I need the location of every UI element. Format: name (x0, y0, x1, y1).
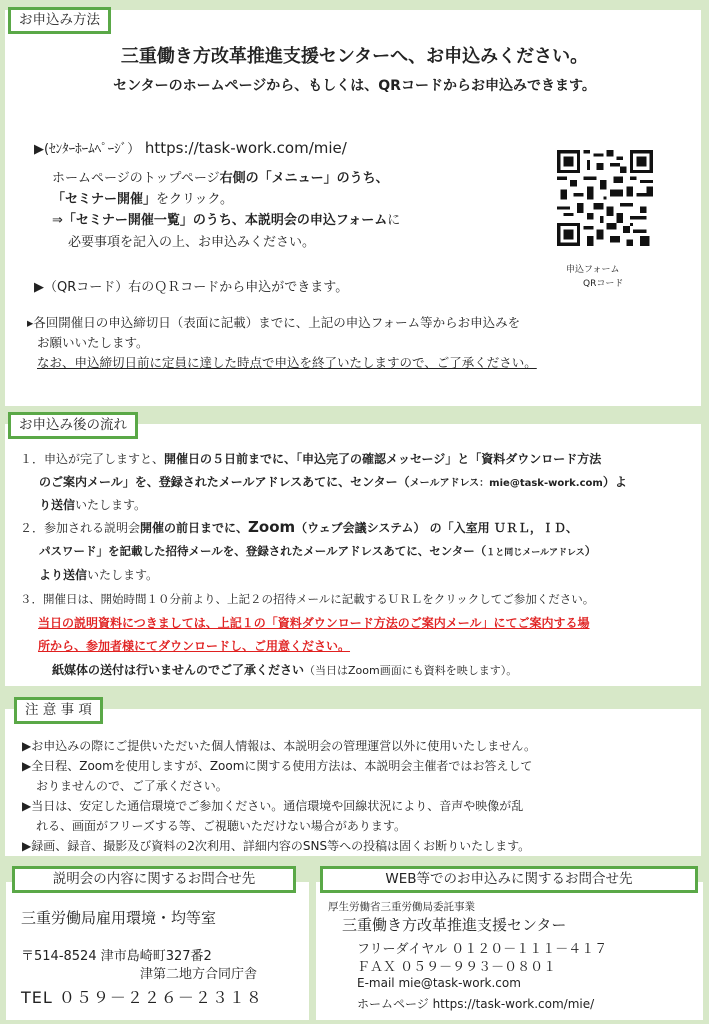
step2-bold: 「セミナー開催」 (52, 192, 157, 207)
deadline-note-2: お願いいたします。 (37, 335, 149, 350)
note-line-6: ▶録画、録音、撮影及び資料の2次利用、詳細内容のSNS等への投稿は固くお断りいたします。 (22, 839, 531, 853)
flow2-e: パスワード」を記載した招待メールを、登録されたメールアドレスあてに、センター（ (39, 544, 487, 558)
flow2-i: いたします。 (87, 568, 159, 582)
homepage-line (34, 138, 347, 157)
flow2-h: より送信 (39, 568, 88, 582)
qr-code-icon[interactable] (556, 150, 654, 246)
deadline-note-1: ▸各回開催日の申込締切日（表面に記載）までに、上記の申込フォーム等からお申込みを (27, 315, 521, 330)
note-line-5: れる、画面がフリーズする等、ご視聴いただけない場合があります。 (36, 819, 406, 833)
qr-caption-1: 申込フォーム (566, 265, 620, 275)
contact-left-tel[interactable]: TEL ０５９－２２６－２３１８ (21, 988, 263, 1007)
heading-sub: センターのホームページから、もしくは、QRコードからお申込みできます。 (113, 78, 596, 94)
step3-bold: 「セミナー開催一覧」のうち、本説明会の申込フォーム (62, 213, 388, 228)
note-line-1: ▶お申込みの際にご提供いただいた個人情報は、本説明会の管理運営以外に使用いたしません。 (22, 739, 536, 753)
paper-note (52, 661, 517, 678)
step3-text: に (387, 213, 401, 228)
step1-text: ホームページのトップページ (52, 171, 220, 186)
step-line-2 (52, 188, 233, 207)
flow1-f: り送信 (39, 498, 76, 512)
flow-item-2-line-1 (20, 518, 578, 536)
homepage-url[interactable]: https://task-work.com/mie/ (144, 139, 347, 157)
flow-item-1-line-3 (39, 496, 146, 513)
flow-item-2-line-2 (39, 543, 596, 559)
flow1-b: 開催日の５日前までに、「申込完了の確認メッセージ」と「資料ダウンロード方法 (164, 452, 602, 466)
step1-bold: 右側の「メニュー」のうち、 (219, 171, 389, 186)
contact-right-fax: ＦＡＸ ０５９－９９３－０８０１ (357, 960, 557, 975)
contact-right-email[interactable]: E-mail mie@task-work.com (357, 976, 521, 990)
contact-right-freedial[interactable]: フリーダイヤル ０１２０－１１１－４１７ (357, 942, 608, 957)
flow-item-1-line-1 (20, 450, 601, 467)
alert-line-1: 当日の説明資料につきましては、上記１の「資料ダウンロード方法のご案内メール」にてご案内する場 (38, 616, 590, 630)
flow1-c: のご案内メール」を、登録されたメールアドレスあてに、センター（ (39, 475, 410, 489)
note-line-3: おりませんので、ご了承ください。 (36, 779, 228, 793)
flow2-b: 開催の前日までに、 (140, 521, 249, 535)
flow-item-1-line-2 (39, 473, 627, 490)
section-tag-notes: 注 意 事 項 (14, 697, 103, 724)
center-email: メールアドレス：mie@task-work.com (409, 478, 603, 489)
flow1-a: １．申込が完了しますと、 (20, 452, 165, 466)
contact-right-org: 三重働き方改革推進支援センター (342, 916, 567, 934)
paper-note-bold: 紙媒体の送付は行いませんのでご了承ください (52, 663, 305, 677)
flow2-f: １と同じメールアドレス (486, 548, 585, 558)
contact-right-homepage[interactable]: ホームページ https://task-work.com/mie/ (357, 997, 595, 1011)
flow2-d: （ウェブ会議システム） の「入室用 ＵＲＬ，ＩＤ、 (295, 521, 578, 535)
contact-left-address-1: 〒514-8524 津市島崎町327番2 (21, 949, 212, 964)
qr-instruction: ▶（QRコード）右のＱＲコードから申込ができます。 (34, 280, 349, 295)
note-line-2: ▶全日程、Zoomを使用しますが、Zoomに関する使用方法は、本説明会主催者ではお答えして (22, 759, 533, 773)
note-line-4: ▶当日は、安定した通信環境でご参加ください。通信環境や回線状況により、音声や映像が乱 (22, 799, 524, 813)
flow1-e: ）よ (602, 475, 627, 489)
heading-main: 三重働き方改革推進支援センターへ、お申込みください。 (120, 46, 589, 67)
step-line-3 (52, 209, 400, 228)
step-line-1 (52, 167, 389, 186)
flow-item-2-line-3 (39, 566, 158, 583)
paper-note-text: （当日はZoom画面にも資料を映します）。 (304, 664, 518, 677)
step2-text: をクリック。 (156, 192, 233, 207)
flow1-g: いたします。 (75, 498, 147, 512)
section-tag-flow: お申込み後の流れ (8, 412, 138, 439)
contact-left-org: 三重労働局雇用環境・均等室 (21, 909, 217, 927)
homepage-label: ▶(ｾﾝﾀｰﾎｰﾑﾍﾟｰｼﾞ） (34, 142, 141, 157)
flow2-g: ） (584, 544, 597, 558)
flow-item-3: ３．開催日は、開始時間１０分前より、上記２の招待メールに記載するＵＲＬをクリックしてご参加ください。 (20, 592, 595, 606)
flow2-a: ２．参加される説明会 (20, 521, 141, 535)
contact-left-address-2: 津第二地方合同庁舎 (140, 967, 258, 982)
step3-arrow: ⇒ (52, 213, 63, 228)
alert-line-2: 所から、参加者様にてダウンロードし、ご用意ください。 (38, 639, 351, 653)
deadline-note-3: なお、申込締切日前に定員に達した時点で申込を終了いたしますので、ご了承ください。 (37, 355, 537, 370)
qr-caption-2: QRコード (583, 279, 624, 289)
contact-tag-right: WEB等でのお申込みに関するお問合せ先 (320, 866, 698, 893)
contact-tag-left: 説明会の内容に関するお問合せ先 (12, 866, 296, 893)
section-tag-application-method: お申込み方法 (8, 7, 111, 34)
step-line-4: 必要事項を記入の上、お申込みください。 (68, 235, 316, 250)
flow2-zoom: Zoom (248, 518, 296, 536)
contact-right-sub: 厚生労働省三重労働局委託事業 (328, 901, 475, 913)
